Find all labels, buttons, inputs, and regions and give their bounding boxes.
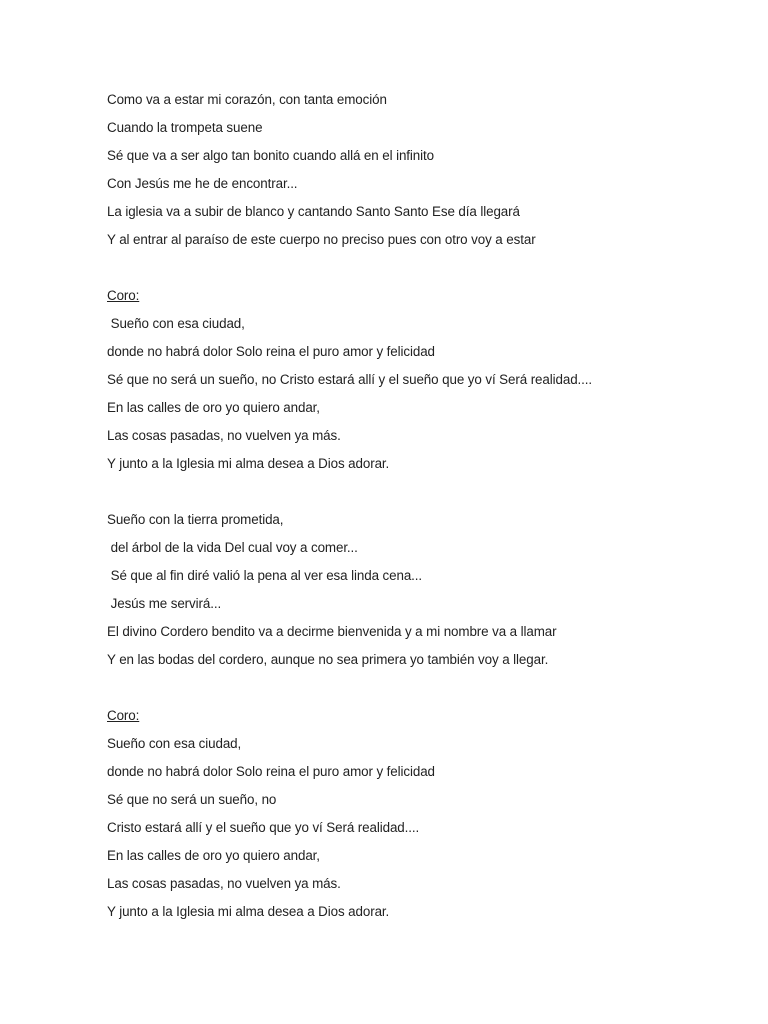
chorus-2 [107, 706, 727, 930]
stanza-gap [107, 482, 727, 510]
lyric-line: En las calles de oro yo quiero andar, [107, 400, 320, 415]
lyric-line: En las calles de oro yo quiero andar, [107, 848, 320, 863]
stanza-gap [107, 258, 727, 286]
lyric-line: Y al entrar al paraíso de este cuerpo no preciso pues con otro voy a estar [107, 232, 536, 247]
lyric-line: Jesús me servirá... [107, 596, 222, 611]
chorus-heading: Coro: [107, 708, 140, 723]
lyric-line: Cristo estará allí y el sueño que yo ví Será realidad.... [107, 820, 420, 835]
stanza-gap [107, 678, 727, 706]
lyric-line: Las cosas pasadas, no vuelven ya más. [107, 876, 341, 891]
lyric-line: El divino Cordero bendito va a decirme bienvenida y a mi nombre va a llamar [107, 624, 557, 639]
lyric-line: Sé que al fin diré valió la pena al ver esa linda cena... [107, 568, 423, 583]
lyric-line: Y junto a la Iglesia mi alma desea a Dios adorar. [107, 904, 390, 919]
lyric-line: La iglesia va a subir de blanco y cantando Santo Santo Ese día llegará [107, 204, 520, 219]
lyric-line: Con Jesús me he de encontrar... [107, 176, 298, 191]
lyric-line: donde no habrá dolor Solo reina el puro amor y felicidad [107, 344, 435, 359]
verse-2 [107, 510, 727, 678]
lyric-line: Sueño con esa ciudad, [107, 316, 245, 331]
chorus-heading: Coro: [107, 288, 140, 303]
lyric-line: Sueño con la tierra prometida, [107, 512, 284, 527]
lyric-line: Sueño con esa ciudad, [107, 736, 242, 751]
lyric-line: Como va a estar mi corazón, con tanta emoción [107, 92, 387, 107]
lyric-line: Sé que no será un sueño, no Cristo estará allí y el sueño que yo ví Será realidad.... [107, 372, 593, 387]
lyric-line: Sé que va a ser algo tan bonito cuando allá en el infinito [107, 148, 434, 163]
lyric-line: Y junto a la Iglesia mi alma desea a Dios adorar. [107, 456, 390, 471]
lyrics-body [107, 90, 727, 930]
chorus-1 [107, 286, 727, 482]
lyric-line: Las cosas pasadas, no vuelven ya más. [107, 428, 341, 443]
verse-1 [107, 90, 727, 258]
lyric-line: del árbol de la vida Del cual voy a comer... [107, 540, 358, 555]
lyric-line: donde no habrá dolor Solo reina el puro amor y felicidad [107, 764, 435, 779]
lyric-line: Y en las bodas del cordero, aunque no sea primera yo también voy a llegar. [107, 652, 549, 667]
lyric-line: Sé que no será un sueño, no [107, 792, 277, 807]
lyric-line: Cuando la trompeta suene [107, 120, 263, 135]
